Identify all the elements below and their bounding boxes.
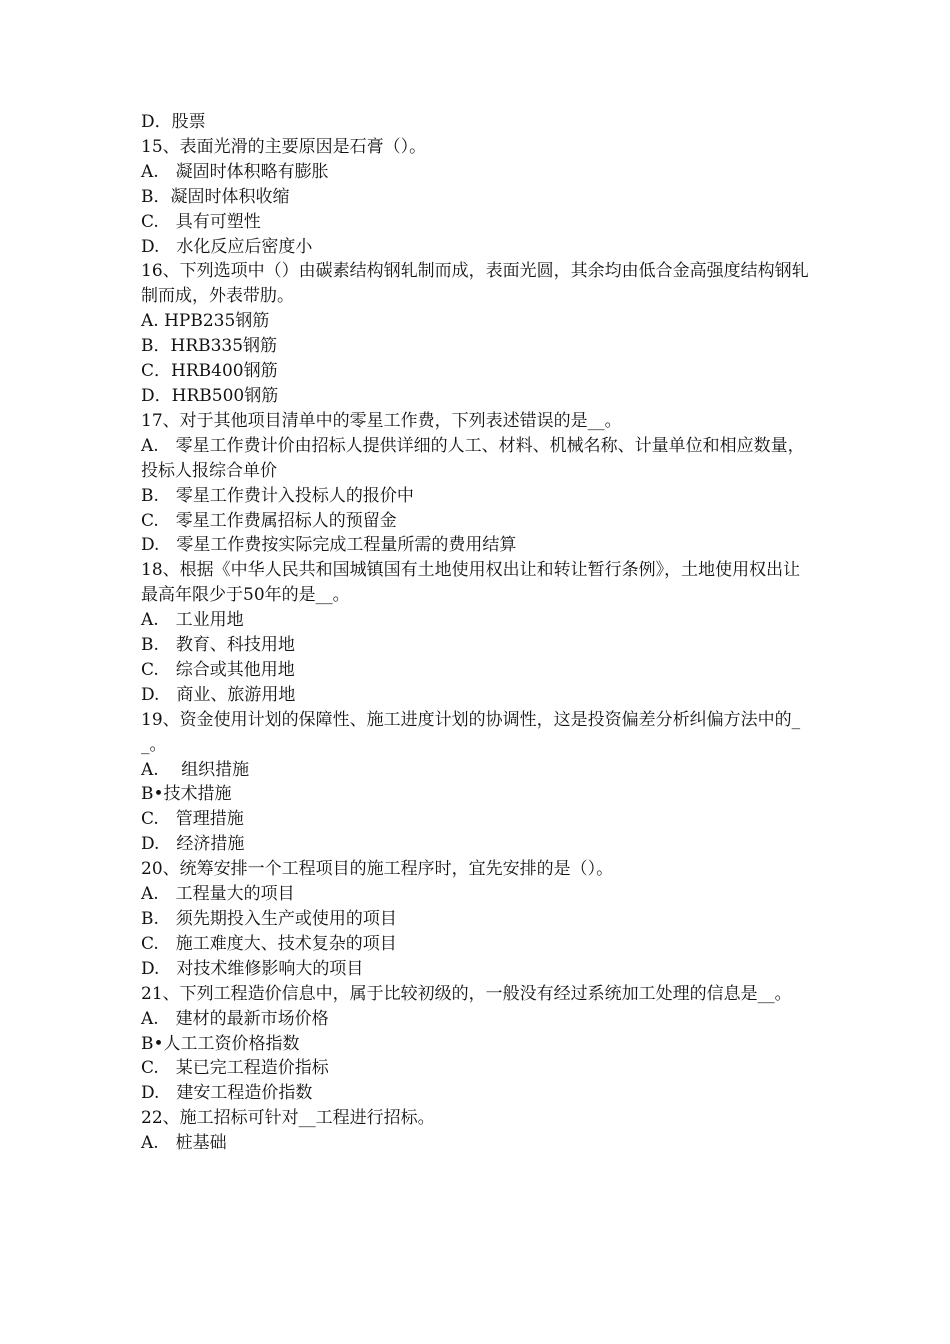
answer-option: C. 综合或其他用地	[141, 659, 295, 680]
answer-option: D. 零星工作费按实际完成工程量所需的费用结算	[141, 535, 517, 556]
question-text: 21、下列工程造价信息中，属于比较初级的，一般没有经过系统加工处理的信息是__。	[141, 983, 792, 1004]
answer-option: C. 具有可塑性	[141, 211, 261, 232]
question-text: 17、对于其他项目清单中的零星工作费，下列表述错误的是__。	[141, 410, 622, 431]
answer-option: C. 某已完工程造价指标	[141, 1058, 329, 1079]
answer-option: A. 桩基础	[141, 1133, 227, 1154]
answer-option: B. 零星工作费计入投标人的报价中	[141, 485, 414, 506]
answer-option: A. 工程量大的项目	[141, 884, 295, 905]
answer-option: A. 组织措施	[141, 759, 250, 780]
answer-option: A. 凝固时体积略有膨胀	[141, 161, 329, 182]
question-text: 20、统筹安排一个工程项目的施工程序时，宜先安排的是（）。	[141, 859, 614, 880]
answer-option: A. HPB235钢筋	[141, 311, 270, 332]
answer-option: C. 管理措施	[141, 809, 244, 830]
answer-option: B•技术措施	[141, 784, 232, 805]
question-text: 16、下列选项中（）由碳素结构钢轧制而成，表面光圆，其余均由低合金高强度结构钢轧制而成，外表带肋。	[141, 261, 809, 307]
answer-option: D．股票	[141, 112, 206, 132]
answer-option: D. 经济措施	[141, 834, 245, 855]
answer-option: D. 建安工程造价指数	[141, 1083, 313, 1104]
answer-option: D. 对技术维修影响大的项目	[141, 958, 364, 979]
question-text: 15、表面光滑的主要原因是石膏（）。	[141, 136, 427, 157]
answer-option: B．HRB335钢筋	[141, 336, 278, 357]
answer-option: B．凝固时体积收缩	[141, 186, 290, 207]
answer-option: A. 零星工作费计价由招标人提供详细的人工、材料、机械名称、计量单位和相应数量，投标人报综合单价	[141, 435, 805, 481]
answer-option: D. 水化反应后密度小	[141, 236, 313, 257]
answer-option: D．HRB500钢筋	[141, 385, 279, 406]
answer-option: B. 教育、科技用地	[141, 635, 295, 656]
question-text: 19、资金使用计划的保障性、施工进度计划的协调性，这是投资偏差分析纠偏方法中的__。	[141, 709, 801, 755]
answer-option: C. 施工难度大、技术复杂的项目	[141, 933, 397, 954]
question-text: 18、根据《中华人民共和国城镇国有土地使用权出让和转让暂行条例》，土地使用权出让最高年限少于50年的是__。	[141, 560, 801, 606]
answer-option: A. 工业用地	[141, 610, 244, 631]
answer-option: B. 须先期投入生产或使用的项目	[141, 909, 397, 929]
answer-option: C．HRB400钢筋	[141, 361, 278, 382]
exam-question-list	[141, 110, 813, 1156]
answer-option: D. 商业、旅游用地	[141, 684, 296, 705]
answer-option: A. 建材的最新市场价格	[141, 1008, 329, 1029]
answer-option: B•人工工资价格指数	[141, 1033, 300, 1054]
question-text: 22、施工招标可针对__工程进行招标。	[141, 1108, 435, 1129]
answer-option: C. 零星工作费属招标人的预留金	[141, 510, 397, 531]
